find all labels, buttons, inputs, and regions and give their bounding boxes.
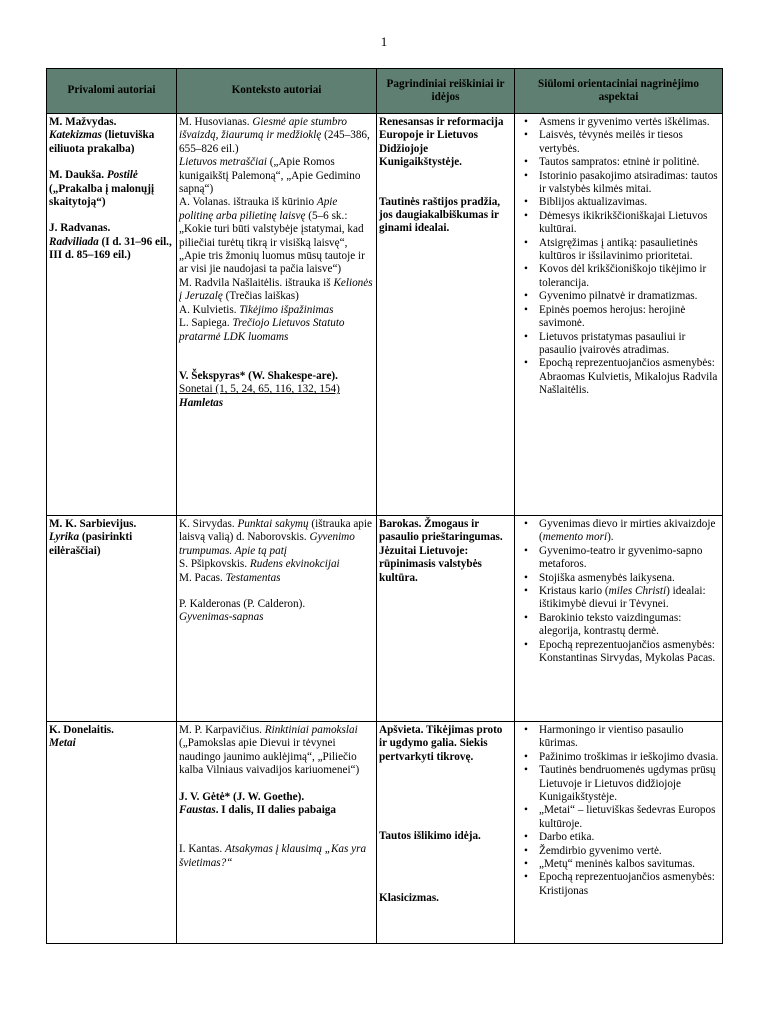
list-item: • Kovos dėl krikščioniškojo tikėjimo ir tolerancija. <box>539 263 720 290</box>
cell-phenomena <box>377 516 515 722</box>
context-entry: M. Pacas. Testamentas <box>179 571 281 584</box>
phenomenon-text: Klasicizmas. <box>379 891 439 904</box>
table-row <box>47 722 723 944</box>
header-required-authors: Privalomi autoriai <box>47 69 177 114</box>
author-entry: M. Daukša. Postilė („Prakalba į malonųjį skaitytoją“) <box>49 169 155 209</box>
header-context-authors: Konteksto autoriai <box>177 69 377 114</box>
cell-required-authors <box>47 516 177 722</box>
context-entry: L. Sapiega. Trečiojo Lietuvos Statuto pratarmė LDK luomams <box>179 317 345 343</box>
list-item: • Asmens ir gyvenimo vertės iškėlimas. <box>539 116 720 129</box>
phenomenon-text: Tautos išlikimo idėja. <box>379 830 481 843</box>
phenomenon-text: Barokas. Žmogaus ir pasaulio prieštaringumas. Jėzuitai Lietuvoje: rūpinimasis valstybės kultūra. <box>379 518 503 584</box>
list-item: • Tautos sampratos: etninė ir politinė. <box>539 156 720 169</box>
cell-phenomena <box>377 722 515 944</box>
list-item: • Epinės poemos herojus: herojinė savimonė. <box>539 304 720 331</box>
list-item: • Harmoningo ir vientiso pasaulio kūrimas. <box>539 724 720 751</box>
author-entry: M. K. Sarbievijus. Lyrika (pasirinkti eilėraščiai) <box>49 518 137 557</box>
list-item: • Kristaus kario (miles Christi) idealai: ištikimybė dievui ir Tėvynei. <box>539 585 720 612</box>
context-entry: M. P. Karpavičius. Rinktiniai pamokslai („Pamokslas apie Dievui ir tėvynei naudingo jaunimo auklėjimą“, „Piliečio kalba Vilniaus vaivadijos kariuomenei“) <box>179 724 360 777</box>
list-item: • Epochą reprezentuojančios asmenybės: Abraomas Kulvietis, Mikalojus Radvila Našlaitėlis. <box>539 357 720 397</box>
list-item: • Istorinio pasakojimo atsiradimas: tautos ir valstybės kilmės mitai. <box>539 170 720 197</box>
table-row <box>47 114 723 516</box>
cell-aspects <box>515 722 723 944</box>
context-entry: S. Pšipkovskis. Rudens ekvinokcijai <box>179 558 340 571</box>
list-item: • „Metai“ – lietuviškas šedevras Europos kultūroje. <box>539 804 720 831</box>
list-item: • Dėmesys ikikrikščioniškajai Lietuvos kultūrai. <box>539 210 720 237</box>
header-analysis-aspects: Siūlomi orientaciniai nagrinėjimo aspektai <box>515 69 723 114</box>
list-item: • Stojiška asmenybės laikysena. <box>539 572 720 585</box>
author-entry: M. Mažvydas. Katekizmas (lietuviška eiliuota prakalba) <box>49 116 155 155</box>
table-header-row <box>47 69 723 114</box>
context-entry: M. Husovianas. Giesmė apie stumbro išvaizdą, žiaurumą ir medžioklę (245–386, 655–826 eil.) <box>179 116 370 155</box>
context-entry: J. V. Gėtė* (J. W. Goethe). Faustas. I dalis, II dalies pabaiga <box>179 790 336 817</box>
list-item: • „Metų“ meninės kalbos savitumas. <box>539 858 720 871</box>
cell-aspects <box>515 114 723 516</box>
list-item: • Atsigręžimas į antiką: pasaulietinės kultūros ir išsilavinimo prioritetai. <box>539 237 720 264</box>
cell-context-authors <box>177 722 377 944</box>
list-item: • Epochą reprezentuojančios asmenybės: Konstantinas Sirvydas, Mykolas Pacas. <box>539 639 720 666</box>
list-item: • Gyvenimo pilnatvė ir dramatizmas. <box>539 290 720 303</box>
list-item: • Darbo etika. <box>539 831 720 844</box>
cell-required-authors <box>47 722 177 944</box>
context-entry: V. Šekspyras* (W. Shakespe-are). Sonetai (1, 5, 24, 65, 116, 132, 154) Hamletas <box>179 369 340 409</box>
context-entry: P. Kalderonas (P. Calderon). Gyvenimas-sapnas <box>179 598 306 624</box>
page-number: 1 <box>380 34 388 49</box>
context-entry: I. Kantas. Atsakymas į klausimą „Kas yra švietimas?“ <box>179 843 367 869</box>
syllabus-table <box>46 68 723 944</box>
aspects-list <box>517 518 720 665</box>
cell-phenomena <box>377 114 515 516</box>
context-entry: M. Radvila Našlaitėlis. ištrauka iš Kelionės į Jeruzalę (Trečias laiškas) <box>179 276 373 303</box>
header-main-phenomena: Pagrindiniai reiškiniai ir idėjos <box>377 69 515 114</box>
author-entry: J. Radvanas. Radviliada (I d. 31–96 eil., III d. 85–169 eil.) <box>49 222 172 262</box>
phenomenon-text: Tautinės raštijos pradžia, jos daugiakalbiškumas ir ginami idealai. <box>379 195 501 235</box>
list-item: • Žemdirbio gyvenimo vertė. <box>539 845 720 858</box>
list-item: • Barokinio teksto vaizdingumas: alegorija, kontrastų dermė. <box>539 612 720 639</box>
aspects-list <box>517 724 720 898</box>
list-item: • Biblijos aktualizavimas. <box>539 196 720 209</box>
cell-context-authors <box>177 516 377 722</box>
list-item: • Pažinimo troškimas ir ieškojimo dvasia. <box>539 751 720 764</box>
author-entry: K. Donelaitis. Metai <box>49 724 114 750</box>
cell-required-authors <box>47 114 177 516</box>
cell-aspects <box>515 516 723 722</box>
context-entry: K. Sirvydas. Punktai sakymų (ištrauka apie laisvą valią) d. Naborovskis. Gyvenimo trumpumas. Apie tą patį <box>179 518 372 557</box>
phenomenon-text: Apšvieta. Tikėjimas proto ir ugdymo galia. Siekis pertvarkyti tikrovę. <box>379 724 503 763</box>
list-item: • Laisvės, tėvynės meilės ir tiesos vertybės. <box>539 129 720 156</box>
context-entry: A. Volanas. ištrauka iš kūrinio Apie politinę arba pilietinę laisvę (5–6 sk.: „Kokie turi būti valstybėje įstatymai, kad piliečiai turėtų tikrą ir visišką laisvę“, „Apie tris žmonių luomus mūsų tautoje ir ar visi jie naudojasi ta pačia laisve“) <box>179 196 365 276</box>
aspects-list <box>517 116 720 398</box>
list-item: • Epochą reprezentuojančios asmenybės: Kristijonas <box>539 871 720 898</box>
cell-context-authors <box>177 114 377 516</box>
context-entry: A. Kulvietis. Tikėjimo išpažinimas <box>179 303 334 316</box>
list-item: • Tautinės bendruomenės ugdymas prūsų Lietuvoje ir Lietuvos didžiojoje Kunigaikštystėje. <box>539 764 720 804</box>
list-item: • Gyvenimas dievo ir mirties akivaizdoje (memento mori). <box>539 518 720 545</box>
phenomenon-text: Renesansas ir reformacija Europoje ir Lietuvos Didžiojoje Kunigaikštystėje. <box>379 116 504 169</box>
context-entry: Lietuvos metraščiai („Apie Romos kunigaikštį Palemoną“, „Apie Gedimino sapną“) <box>179 156 361 196</box>
list-item: • Lietuvos pristatymas pasauliui ir pasaulio įvairovės atradimas. <box>539 331 720 358</box>
table-row <box>47 516 723 722</box>
list-item: • Gyvenimo-teatro ir gyvenimo-sapno metaforos. <box>539 545 720 572</box>
